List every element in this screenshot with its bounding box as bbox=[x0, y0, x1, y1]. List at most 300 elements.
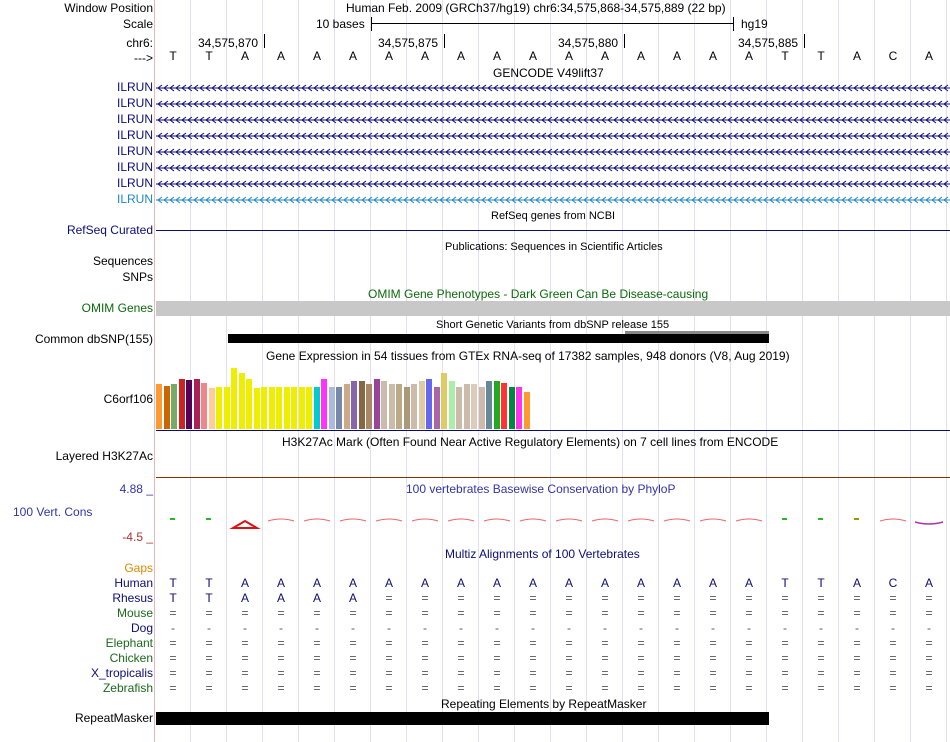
multiz-alignment-cell: = bbox=[205, 681, 213, 695]
multiz-alignment-cell: = bbox=[925, 666, 933, 680]
phylop-score-mark bbox=[628, 519, 654, 521]
multiz-alignment-cell: = bbox=[349, 681, 357, 695]
h3k27ac-track-title: H3K27Ac Mark (Often Found Near Active Regulatory Elements) on 7 cell lines from ENCODE bbox=[282, 435, 779, 449]
multiz-alignment-cell: = bbox=[853, 591, 861, 605]
multiz-alignment-cell: = bbox=[637, 666, 645, 680]
window-position-value: Human Feb. 2009 (GRCh37/hg19) chr6:34,575,868-34,575,889 (22 bp) bbox=[346, 1, 726, 15]
phylop-score-mark bbox=[520, 519, 546, 521]
phylop-score-mark bbox=[880, 519, 906, 521]
multiz-alignment-cell: = bbox=[205, 606, 213, 620]
multiz-alignment-cell: = bbox=[889, 591, 897, 605]
gtex-tissue-bar[interactable] bbox=[254, 388, 260, 429]
gtex-tissue-bar[interactable] bbox=[269, 387, 275, 429]
multiz-alignment-cell: A bbox=[312, 576, 321, 590]
multiz-alignment-cell: - bbox=[567, 621, 571, 635]
gtex-tissue-bar[interactable] bbox=[434, 387, 440, 429]
gtex-tissue-bar[interactable] bbox=[449, 381, 455, 429]
multiz-alignment-cell: - bbox=[927, 621, 931, 635]
multiz-alignment-cell: A bbox=[636, 576, 645, 590]
gtex-tissue-bar[interactable] bbox=[464, 384, 470, 429]
multiz-alignment-cell: = bbox=[169, 651, 177, 665]
multiz-alignment-cell: = bbox=[457, 606, 465, 620]
multiz-alignment-cell: = bbox=[529, 636, 537, 650]
multiz-alignment-cell: = bbox=[673, 606, 681, 620]
phylop-score-mark bbox=[915, 522, 943, 524]
multiz-alignment-cell: = bbox=[709, 651, 717, 665]
multiz-alignment-cell: = bbox=[349, 606, 357, 620]
multiz-alignment-cell: = bbox=[493, 636, 501, 650]
multiz-alignment-cell: T bbox=[205, 576, 213, 590]
gtex-tissue-bar[interactable] bbox=[426, 379, 432, 429]
position-tick-mark-1 bbox=[264, 34, 265, 48]
multiz-alignment-cell: - bbox=[387, 621, 391, 635]
multiz-alignment-cell: A bbox=[924, 576, 933, 590]
multiz-track-title: Multiz Alignments of 100 Vertebrates bbox=[445, 547, 640, 561]
multiz-alignment-cell: = bbox=[349, 636, 357, 650]
gtex-track-title: Gene Expression in 54 tissues from GTEx RNA-seq of 17382 samples, 948 donors (V8, Aug 2019) bbox=[266, 349, 790, 363]
multiz-alignment-cell: = bbox=[853, 606, 861, 620]
publications-track-title: Publications: Sequences in Scientific Articles bbox=[445, 241, 663, 253]
multiz-alignment-cell: = bbox=[925, 606, 933, 620]
phylop-score-mark bbox=[818, 518, 823, 520]
multiz-alignment-cell: A bbox=[312, 591, 321, 605]
gtex-tissue-bar[interactable] bbox=[374, 379, 380, 429]
h3k27ac-label[interactable]: Layered H3K27Ac bbox=[55, 449, 153, 463]
gencode-gene-model[interactable] bbox=[156, 114, 950, 126]
multiz-alignment-cell: - bbox=[711, 621, 715, 635]
multiz-alignment-cell: = bbox=[889, 681, 897, 695]
scale-bar-left-tick bbox=[371, 17, 372, 31]
phylop-score-mark bbox=[268, 519, 294, 521]
multiz-alignment-cell: = bbox=[817, 591, 825, 605]
gencode-gene-model[interactable] bbox=[156, 98, 950, 110]
multiz-alignment-cell: A bbox=[708, 576, 717, 590]
gtex-tissue-bar[interactable] bbox=[239, 373, 245, 429]
multiz-species-label[interactable]: Mouse bbox=[116, 606, 153, 620]
phylop-score-mark bbox=[700, 519, 726, 521]
multiz-alignment-cell: = bbox=[457, 651, 465, 665]
multiz-alignment-cell: A bbox=[276, 591, 285, 605]
phylop-score-mark bbox=[206, 518, 211, 520]
multiz-alignment-cell: = bbox=[421, 681, 429, 695]
reference-base: A bbox=[708, 49, 717, 63]
multiz-alignment-cell: = bbox=[205, 636, 213, 650]
publications-sequences-label[interactable]: Sequences bbox=[92, 254, 153, 268]
phylop-score-mark bbox=[376, 519, 402, 521]
multiz-alignment-cell: A bbox=[240, 576, 249, 590]
position-tick-4: 34,575,885 bbox=[738, 36, 799, 50]
position-tick-2: 34,575,875 bbox=[378, 36, 439, 50]
multiz-alignment-cell: = bbox=[277, 681, 285, 695]
phylop-score-mark bbox=[412, 519, 438, 521]
multiz-alignment-cell: = bbox=[817, 666, 825, 680]
multiz-alignment-cell: = bbox=[781, 666, 789, 680]
multiz-alignment-cell: = bbox=[457, 591, 465, 605]
multiz-alignment-cell: = bbox=[745, 636, 753, 650]
dbsnp-variant-bar[interactable] bbox=[228, 334, 769, 343]
multiz-alignment-cell: = bbox=[817, 681, 825, 695]
reference-base: A bbox=[924, 49, 933, 63]
multiz-alignment-cell: = bbox=[349, 651, 357, 665]
multiz-alignment-cell: = bbox=[781, 681, 789, 695]
multiz-alignment-cell: = bbox=[385, 636, 393, 650]
phylop-score-mark bbox=[854, 518, 859, 520]
gtex-tissue-bar[interactable] bbox=[419, 381, 425, 429]
omim-label[interactable]: OMIM Genes bbox=[81, 301, 153, 315]
multiz-alignment-cell: A bbox=[348, 591, 357, 605]
multiz-alignment-cell: T bbox=[169, 576, 177, 590]
multiz-alignment-cell: A bbox=[564, 576, 573, 590]
phylop-score-mark bbox=[233, 521, 257, 528]
multiz-alignment-cell: = bbox=[313, 606, 321, 620]
gtex-tissue-bar[interactable] bbox=[224, 387, 230, 429]
multiz-alignment-cell: = bbox=[241, 666, 249, 680]
multiz-alignment-cell: = bbox=[817, 651, 825, 665]
multiz-alignment-cell: = bbox=[709, 606, 717, 620]
multiz-alignment-cell: = bbox=[925, 591, 933, 605]
multiz-alignment-cell: A bbox=[348, 576, 357, 590]
phylop-min-label: -4.5 _ bbox=[122, 530, 153, 544]
gtex-tissue-bar[interactable] bbox=[381, 381, 387, 429]
multiz-alignment-cell: A bbox=[384, 576, 393, 590]
multiz-alignment-cell: = bbox=[565, 651, 573, 665]
omim-gene-bar[interactable] bbox=[156, 301, 950, 316]
multiz-alignment-cell: - bbox=[531, 621, 535, 635]
gtex-tissue-bar[interactable] bbox=[156, 384, 162, 429]
phylop-plot[interactable] bbox=[155, 510, 950, 534]
h3k27ac-signal-line[interactable] bbox=[156, 477, 950, 478]
dbsnp-variant-overlap[interactable] bbox=[625, 331, 769, 334]
multiz-alignment-cell: = bbox=[853, 681, 861, 695]
multiz-alignment-cell: = bbox=[493, 606, 501, 620]
multiz-alignment-cell: = bbox=[601, 636, 609, 650]
assembly-label: hg19 bbox=[741, 17, 768, 31]
multiz-alignment-cell: = bbox=[817, 636, 825, 650]
multiz-alignment-cell: = bbox=[169, 666, 177, 680]
gtex-tissue-bar[interactable] bbox=[411, 384, 417, 429]
gtex-tissue-bar[interactable] bbox=[209, 388, 215, 429]
multiz-alignment-cell: A bbox=[528, 576, 537, 590]
multiz-alignment-cell: = bbox=[385, 666, 393, 680]
multiz-alignment-cell: = bbox=[565, 606, 573, 620]
multiz-alignment-cell: C bbox=[888, 576, 898, 590]
phylop-max-label: 4.88 _ bbox=[119, 482, 153, 496]
phylop-score-mark bbox=[340, 519, 366, 521]
multiz-alignment-cell: - bbox=[891, 621, 895, 635]
gtex-tissue-bar[interactable] bbox=[291, 387, 297, 429]
multiz-alignment-cell: T bbox=[205, 591, 213, 605]
multiz-alignment-cell: = bbox=[781, 636, 789, 650]
multiz-alignment-cell: = bbox=[601, 591, 609, 605]
multiz-alignment-cell: - bbox=[819, 621, 823, 635]
gtex-tissue-bar[interactable] bbox=[456, 387, 462, 429]
multiz-alignment-cell: = bbox=[349, 666, 357, 680]
multiz-alignment-cell: - bbox=[855, 621, 859, 635]
reference-base: A bbox=[600, 49, 609, 63]
gencode-gene-label[interactable]: ILRUN bbox=[116, 96, 153, 110]
multiz-alignment-cell: = bbox=[385, 651, 393, 665]
multiz-alignment-cell: = bbox=[817, 606, 825, 620]
multiz-alignment-cell: = bbox=[925, 651, 933, 665]
gtex-tissue-bar[interactable] bbox=[171, 384, 177, 429]
gtex-tissue-bar[interactable] bbox=[306, 387, 312, 429]
multiz-alignment-cell: = bbox=[313, 651, 321, 665]
multiz-alignment-cell: = bbox=[277, 606, 285, 620]
phylop-score-mark bbox=[736, 519, 762, 521]
multiz-alignment-cell: T bbox=[781, 576, 789, 590]
gtex-tissue-bar[interactable] bbox=[494, 381, 500, 429]
multiz-species-label[interactable]: Elephant bbox=[105, 636, 153, 650]
reference-base: A bbox=[384, 49, 393, 63]
repeatmasker-label[interactable]: RepeatMasker bbox=[74, 711, 153, 725]
gtex-tissue-bar[interactable] bbox=[201, 383, 207, 429]
gtex-tissue-bar[interactable] bbox=[194, 379, 200, 429]
multiz-alignment-cell: A bbox=[852, 576, 861, 590]
multiz-alignment-cell: = bbox=[529, 591, 537, 605]
multiz-alignment-cell: = bbox=[529, 606, 537, 620]
reference-base: A bbox=[456, 49, 465, 63]
gencode-gene-label[interactable]: ILRUN bbox=[116, 176, 153, 190]
multiz-alignment-cell: = bbox=[421, 651, 429, 665]
multiz-alignment-cell: = bbox=[277, 651, 285, 665]
multiz-alignment-cell: = bbox=[529, 681, 537, 695]
reference-base: T bbox=[817, 49, 825, 63]
gencode-gene-label[interactable]: ILRUN bbox=[116, 80, 153, 94]
reference-base: A bbox=[492, 49, 501, 63]
multiz-alignment-cell: = bbox=[925, 681, 933, 695]
multiz-alignment-cell: = bbox=[601, 606, 609, 620]
gtex-tissue-bar[interactable] bbox=[396, 384, 402, 429]
reference-base: T bbox=[169, 49, 177, 63]
multiz-alignment-cell: = bbox=[745, 591, 753, 605]
multiz-alignment-cell: - bbox=[783, 621, 787, 635]
multiz-alignment-cell: - bbox=[639, 621, 643, 635]
gtex-tissue-bar[interactable] bbox=[321, 379, 327, 429]
multiz-alignment-cell: = bbox=[709, 666, 717, 680]
multiz-alignment-cell: T bbox=[817, 576, 825, 590]
gtex-tissue-bar[interactable] bbox=[471, 384, 477, 429]
scale-label: Scale bbox=[122, 17, 153, 31]
gtex-tissue-bar[interactable] bbox=[336, 387, 342, 429]
repeatmasker-track-title: Repeating Elements by RepeatMasker bbox=[441, 697, 647, 711]
gencode-gene-model[interactable] bbox=[156, 162, 950, 174]
multiz-alignment-cell: - bbox=[279, 621, 283, 635]
phylop-label[interactable]: 100 Vert. Cons bbox=[13, 505, 93, 519]
gtex-tissue-bar[interactable] bbox=[441, 373, 447, 429]
multiz-alignment-cell: = bbox=[781, 591, 789, 605]
reference-base: A bbox=[672, 49, 681, 63]
publications-snps-label[interactable]: SNPs bbox=[122, 270, 153, 284]
multiz-alignment-cell: = bbox=[889, 651, 897, 665]
gencode-gene-label[interactable]: ILRUN bbox=[116, 128, 153, 142]
multiz-alignment-cell: = bbox=[205, 666, 213, 680]
phylop-score-mark bbox=[484, 519, 510, 521]
dbsnp-label[interactable]: Common dbSNP(155) bbox=[34, 332, 153, 346]
multiz-alignment-cell: = bbox=[565, 591, 573, 605]
multiz-alignment-cell: = bbox=[925, 636, 933, 650]
gencode-gene-model[interactable] bbox=[156, 194, 950, 206]
gtex-tissue-bar[interactable] bbox=[186, 380, 192, 429]
multiz-alignment-cell: = bbox=[565, 666, 573, 680]
gtex-tissue-bar[interactable] bbox=[486, 381, 492, 429]
position-tick-mark-3 bbox=[624, 34, 625, 48]
gencode-track-title: GENCODE V49lift37 bbox=[493, 66, 604, 80]
multiz-alignment-cell: = bbox=[745, 681, 753, 695]
multiz-alignment-cell: = bbox=[169, 606, 177, 620]
gencode-gene-model[interactable] bbox=[156, 178, 950, 190]
multiz-alignment-cell: = bbox=[241, 651, 249, 665]
gtex-tissue-bar[interactable] bbox=[366, 384, 372, 429]
multiz-alignment-cell: = bbox=[889, 666, 897, 680]
gtex-tissue-bar[interactable] bbox=[246, 379, 252, 429]
multiz-alignment-cell: = bbox=[565, 681, 573, 695]
gtex-tissue-bar[interactable] bbox=[216, 387, 222, 429]
multiz-species-label[interactable]: X_tropicalis bbox=[90, 666, 153, 680]
multiz-alignment-cell: - bbox=[747, 621, 751, 635]
multiz-alignment-cell: - bbox=[495, 621, 499, 635]
reference-base: C bbox=[888, 49, 898, 63]
multiz-alignment-cell: = bbox=[637, 681, 645, 695]
multiz-species-label[interactable]: Dog bbox=[130, 621, 153, 635]
gencode-gene-model[interactable] bbox=[156, 130, 950, 142]
phylop-score-mark bbox=[448, 519, 474, 521]
gencode-gene-label[interactable]: ILRUN bbox=[116, 160, 153, 174]
multiz-alignment-cell: A bbox=[420, 576, 429, 590]
phylop-score-mark bbox=[556, 519, 582, 521]
multiz-alignment-cell: = bbox=[313, 636, 321, 650]
multiz-alignment-cell: A bbox=[744, 576, 753, 590]
multiz-alignment-cell: = bbox=[709, 591, 717, 605]
multiz-alignment-cell: = bbox=[637, 636, 645, 650]
reference-base: T bbox=[205, 49, 213, 63]
gencode-gene-label[interactable]: ILRUN bbox=[116, 192, 153, 206]
multiz-alignment-cell: - bbox=[315, 621, 319, 635]
refseq-label[interactable]: RefSeq Curated bbox=[66, 223, 153, 237]
reference-base: A bbox=[564, 49, 573, 63]
reference-base: A bbox=[528, 49, 537, 63]
multiz-alignment-cell: = bbox=[421, 591, 429, 605]
multiz-species-label[interactable]: Chicken bbox=[109, 651, 153, 665]
gtex-tissue-bar[interactable] bbox=[359, 381, 365, 429]
phylop-score-mark bbox=[782, 518, 787, 520]
gtex-tissue-bar[interactable] bbox=[501, 383, 507, 429]
multiz-alignment-cell: = bbox=[637, 591, 645, 605]
gtex-tissue-bar[interactable] bbox=[231, 368, 237, 429]
refseq-gene-line[interactable] bbox=[156, 230, 950, 231]
multiz-species-label[interactable]: Human bbox=[114, 576, 153, 590]
multiz-alignment-cell: = bbox=[385, 591, 393, 605]
multiz-alignment-cell: = bbox=[169, 681, 177, 695]
multiz-alignment-cell: = bbox=[601, 681, 609, 695]
multiz-gaps-label[interactable]: Gaps bbox=[124, 561, 153, 575]
position-tick-mark-4 bbox=[804, 34, 805, 48]
multiz-alignment-cell: A bbox=[276, 576, 285, 590]
multiz-alignment-cell: = bbox=[313, 681, 321, 695]
multiz-alignment-cell: = bbox=[889, 636, 897, 650]
gtex-tissue-bar[interactable] bbox=[261, 387, 267, 429]
gtex-tissue-bar[interactable] bbox=[284, 387, 290, 429]
position-tick-1: 34,575,870 bbox=[198, 36, 259, 50]
multiz-alignment-cell: = bbox=[169, 636, 177, 650]
gtex-tissue-bar[interactable] bbox=[509, 387, 515, 429]
multiz-alignment-cell: = bbox=[673, 591, 681, 605]
reference-base: A bbox=[420, 49, 429, 63]
gencode-gene-model[interactable] bbox=[156, 146, 950, 158]
multiz-alignment-cell: = bbox=[673, 651, 681, 665]
multiz-species-label[interactable]: Rhesus bbox=[112, 591, 153, 605]
multiz-alignment-cell: - bbox=[423, 621, 427, 635]
multiz-alignment-cell: = bbox=[709, 636, 717, 650]
gencode-gene-label[interactable]: ILRUN bbox=[116, 112, 153, 126]
gtex-gene-label[interactable]: C6orf106 bbox=[103, 392, 153, 406]
multiz-alignment-cell: = bbox=[385, 681, 393, 695]
multiz-alignment-cell: = bbox=[529, 651, 537, 665]
multiz-alignment-cell: = bbox=[421, 606, 429, 620]
multiz-alignment-cell: = bbox=[421, 666, 429, 680]
multiz-alignment-cell: = bbox=[853, 651, 861, 665]
gtex-tissue-bar[interactable] bbox=[479, 387, 485, 429]
multiz-alignment-cell: = bbox=[457, 681, 465, 695]
multiz-alignment-cell: A bbox=[492, 576, 501, 590]
multiz-alignment-cell: = bbox=[745, 606, 753, 620]
scale-bar-line bbox=[372, 23, 733, 24]
gencode-gene-model[interactable] bbox=[156, 82, 950, 94]
multiz-alignment-cell: = bbox=[709, 681, 717, 695]
multiz-alignment-cell: A bbox=[456, 576, 465, 590]
multiz-alignment-cell: = bbox=[673, 681, 681, 695]
dbsnp-track-title: Short Genetic Variants from dbSNP release 155 bbox=[436, 319, 670, 331]
gtex-tissue-bar[interactable] bbox=[314, 387, 320, 429]
multiz-alignment-cell: A bbox=[240, 591, 249, 605]
multiz-alignment-cell: = bbox=[313, 666, 321, 680]
gtex-tissue-bar[interactable] bbox=[276, 387, 282, 429]
multiz-alignment-cell: = bbox=[601, 666, 609, 680]
reference-base: A bbox=[348, 49, 357, 63]
refseq-track-title: RefSeq genes from NCBI bbox=[491, 210, 616, 222]
gtex-tissue-bar[interactable] bbox=[344, 384, 350, 429]
gtex-tissue-bar[interactable] bbox=[299, 387, 305, 429]
multiz-alignment-cell: = bbox=[493, 651, 501, 665]
gtex-tissue-bar[interactable] bbox=[524, 392, 530, 429]
multiz-alignment-cell: = bbox=[781, 606, 789, 620]
gtex-tissue-bar[interactable] bbox=[164, 386, 170, 429]
gencode-gene-label[interactable]: ILRUN bbox=[116, 144, 153, 158]
multiz-alignment-cell: = bbox=[277, 666, 285, 680]
gtex-tissue-bar[interactable] bbox=[516, 387, 522, 429]
multiz-species-label[interactable]: Zebrafish bbox=[102, 681, 153, 695]
gtex-tissue-bar[interactable] bbox=[351, 381, 357, 429]
multiz-alignment-cell: = bbox=[853, 666, 861, 680]
phylop-track-title: 100 vertebrates Basewise Conservation by PhyloP bbox=[406, 482, 676, 496]
multiz-alignment-cell: - bbox=[243, 621, 247, 635]
multiz-alignment-cell: = bbox=[241, 606, 249, 620]
gtex-tissue-bar[interactable] bbox=[404, 387, 410, 429]
multiz-alignment-cell: = bbox=[673, 666, 681, 680]
position-tick-3: 34,575,880 bbox=[558, 36, 619, 50]
gtex-tissue-bar[interactable] bbox=[179, 379, 185, 429]
gtex-tissue-bar[interactable] bbox=[329, 387, 335, 429]
phylop-score-mark bbox=[592, 519, 618, 521]
multiz-alignment-cell: - bbox=[459, 621, 463, 635]
gtex-gene-line bbox=[156, 430, 950, 431]
multiz-alignment-cell: = bbox=[277, 636, 285, 650]
position-tick-mark-2 bbox=[444, 34, 445, 48]
reference-base: A bbox=[852, 49, 861, 63]
repeatmasker-element-bar[interactable] bbox=[156, 712, 769, 725]
phylop-score-mark bbox=[304, 519, 330, 521]
gtex-tissue-bar[interactable] bbox=[389, 384, 395, 429]
multiz-alignment-cell: = bbox=[493, 666, 501, 680]
